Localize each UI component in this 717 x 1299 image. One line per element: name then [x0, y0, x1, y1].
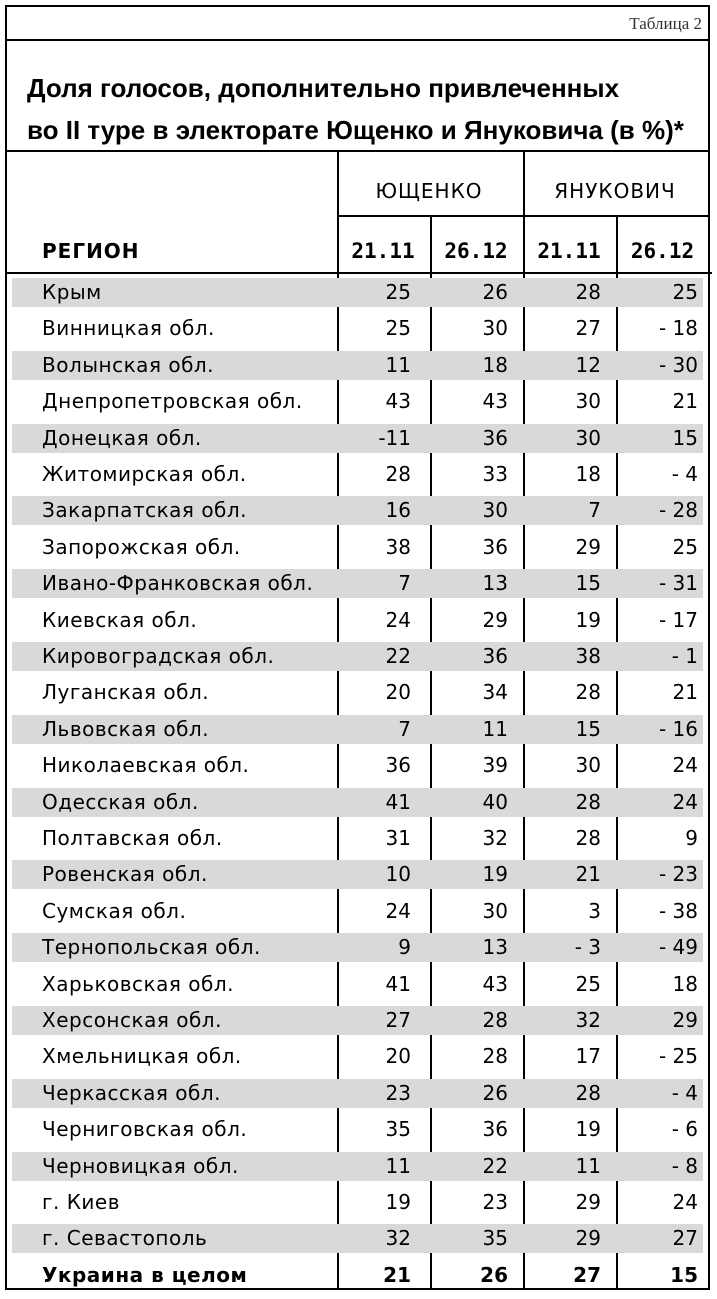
value-cell: - 49: [658, 935, 698, 960]
value-cell: 26: [482, 1080, 508, 1105]
value-cell: 29: [575, 1190, 601, 1214]
region-name: Черновицкая обл.: [42, 1153, 239, 1178]
value-cell: 29: [575, 534, 601, 559]
table-tag-bar: [7, 7, 708, 41]
value-cell: 24: [385, 607, 411, 632]
title-divider: [7, 150, 708, 152]
title-line-1: Доля голосов, дополнительно привлеченных: [27, 73, 620, 103]
value-cell: 36: [482, 1117, 508, 1142]
value-cell: 31: [385, 826, 411, 850]
value-cell: 38: [385, 534, 411, 559]
value-cell: 21: [383, 1262, 411, 1287]
value-cell: - 38: [658, 898, 698, 923]
table-row: [7, 1002, 708, 1039]
value-cell: 35: [385, 1117, 411, 1142]
region-name: Черниговская обл.: [42, 1117, 248, 1142]
value-cell: 28: [575, 1080, 601, 1105]
value-cell: 26: [480, 1262, 508, 1287]
table-row: [7, 747, 708, 784]
region-name: Ровенская обл.: [42, 862, 208, 887]
value-cell: 20: [385, 680, 411, 705]
value-cell: 27: [672, 1226, 698, 1251]
value-cell: 11: [385, 1153, 411, 1178]
value-cell: 25: [575, 971, 601, 996]
value-cell: 28: [575, 280, 601, 304]
value-cell: 9: [398, 935, 411, 960]
region-name: Волынская обл.: [42, 352, 215, 377]
value-cell: 27: [573, 1262, 601, 1287]
value-cell: 17: [575, 1044, 601, 1069]
region-name: г. Киев: [42, 1190, 121, 1214]
table-row: [7, 1148, 708, 1185]
table-row: [7, 1038, 708, 1075]
value-cell: 18: [672, 971, 698, 996]
value-cell: 19: [575, 607, 601, 632]
value-cell: - 6: [671, 1117, 698, 1142]
value-cell: 11: [385, 352, 411, 377]
value-cell: 7: [588, 498, 601, 523]
region-name: Черкасская обл.: [42, 1080, 221, 1105]
value-cell: 30: [575, 753, 601, 778]
table-frame: [5, 5, 710, 1290]
value-cell: 23: [482, 1190, 508, 1214]
table-row: [7, 1184, 708, 1221]
group-header-yanukovych: ЯНУКОВИЧ: [554, 179, 676, 203]
region-name: Луганская обл.: [42, 680, 210, 705]
value-cell: 29: [672, 1008, 698, 1032]
value-cell: 10: [385, 862, 411, 887]
value-cell: 39: [482, 753, 508, 778]
table-row: [7, 1111, 708, 1148]
value-cell: 25: [672, 534, 698, 559]
table-row: [7, 565, 708, 602]
region-name: Запорожская обл.: [42, 534, 241, 559]
value-cell: 28: [575, 826, 601, 850]
value-cell: 28: [575, 789, 601, 814]
value-cell: 32: [385, 1226, 411, 1251]
table-title: [27, 67, 707, 151]
table-row: [7, 856, 708, 893]
region-name: Харьковская обл.: [42, 971, 234, 996]
value-cell: 36: [482, 425, 508, 450]
value-cell: - 23: [658, 862, 698, 887]
region-name: Ивано-Франковская обл.: [42, 571, 314, 596]
value-cell: - 8: [671, 1153, 698, 1178]
table-row: [7, 492, 708, 529]
value-cell: 33: [482, 462, 508, 486]
table-row: [7, 638, 708, 675]
region-name: Полтавская обл.: [42, 826, 223, 850]
value-cell: 15: [670, 1262, 698, 1287]
value-cell: 9: [685, 826, 698, 850]
region-column-header: РЕГИОН: [42, 239, 140, 263]
value-cell: 18: [482, 352, 508, 377]
value-cell: 15: [575, 716, 601, 741]
value-cell: 30: [575, 425, 601, 450]
value-cell: 19: [482, 862, 508, 887]
value-cell: 27: [575, 316, 601, 341]
table-row: [7, 310, 708, 347]
table-row: [7, 674, 708, 711]
table-row: [7, 456, 708, 493]
table-row: [7, 711, 708, 748]
value-cell: - 25: [658, 1044, 698, 1069]
total-row: [7, 1257, 708, 1294]
value-cell: 23: [385, 1080, 411, 1105]
value-cell: - 28: [658, 498, 698, 523]
region-name: г. Севастополь: [42, 1226, 208, 1251]
table-row: [7, 420, 708, 457]
value-cell: 18: [575, 462, 601, 486]
region-name: Тернопольская обл.: [42, 935, 261, 960]
value-cell: 35: [482, 1226, 508, 1251]
value-cell: 30: [575, 389, 601, 414]
value-cell: 25: [672, 280, 698, 304]
table-row: [7, 784, 708, 821]
value-cell: 30: [482, 316, 508, 341]
region-name: Днепропетровская обл.: [42, 389, 303, 414]
value-cell: 7: [398, 571, 411, 596]
table-row: [7, 347, 708, 384]
table-row: [7, 1220, 708, 1257]
value-cell: 34: [482, 680, 508, 705]
value-cell: 28: [482, 1008, 508, 1032]
value-cell: - 4: [671, 1080, 698, 1105]
value-cell: 21: [672, 680, 698, 705]
value-cell: - 3: [574, 935, 601, 960]
table-row: [7, 1075, 708, 1112]
value-cell: 15: [575, 571, 601, 596]
value-cell: 7: [398, 716, 411, 741]
value-cell: - 16: [658, 716, 698, 741]
value-cell: 24: [672, 789, 698, 814]
value-cell: 36: [482, 534, 508, 559]
region-name: Житомирская обл.: [42, 462, 247, 486]
table-row: [7, 929, 708, 966]
title-line-2: во II туре в электорате Ющенко и Януковича (в %)*: [27, 115, 684, 145]
value-cell: 11: [575, 1153, 601, 1178]
col-header-yushchenko-2111: 21.11: [351, 239, 415, 263]
value-cell: 22: [482, 1153, 508, 1178]
value-cell: 43: [482, 971, 508, 996]
value-cell: 26: [482, 280, 508, 304]
value-cell: 36: [385, 753, 411, 778]
value-cell: 13: [482, 571, 508, 596]
value-cell: 43: [385, 389, 411, 414]
table-row: [7, 820, 708, 857]
region-name: Сумская обл.: [42, 898, 187, 923]
table-row: [7, 383, 708, 420]
region-name: Закарпатская обл.: [42, 498, 248, 523]
region-name: Одесская обл.: [42, 789, 199, 814]
value-cell: 27: [385, 1008, 411, 1032]
value-cell: 24: [672, 753, 698, 778]
value-cell: 28: [482, 1044, 508, 1069]
value-cell: - 1: [671, 644, 698, 668]
value-cell: 28: [575, 680, 601, 705]
value-cell: 41: [385, 789, 411, 814]
value-cell: - 30: [658, 352, 698, 377]
region-name: Украина в целом: [42, 1262, 248, 1287]
value-cell: - 18: [658, 316, 698, 341]
value-cell: 13: [482, 935, 508, 960]
value-cell: 22: [385, 644, 411, 668]
value-cell: 19: [385, 1190, 411, 1214]
value-cell: 38: [575, 644, 601, 668]
col-header-yushchenko-2612: 26.12: [444, 239, 508, 263]
value-cell: 15: [672, 425, 698, 450]
table-row: [7, 893, 708, 930]
value-cell: 12: [575, 352, 601, 377]
value-cell: 16: [385, 498, 411, 523]
value-cell: 28: [385, 462, 411, 486]
value-cell: - 17: [658, 607, 698, 632]
value-cell: - 4: [671, 462, 698, 486]
value-cell: 21: [575, 862, 601, 887]
value-cell: 32: [482, 826, 508, 850]
table-row: [7, 966, 708, 1003]
col-header-yanukovych-2612: 26.12: [630, 239, 695, 263]
region-name: Донецкая обл.: [42, 425, 202, 450]
value-cell: 30: [482, 498, 508, 523]
region-name: Львовская обл.: [42, 716, 210, 741]
value-cell: 21: [672, 389, 698, 414]
col-header-yanukovych-2111: 21.11: [537, 239, 601, 263]
group-header-yushchenko: ЮЩЕНКО: [375, 179, 483, 203]
value-cell: 40: [482, 789, 508, 814]
value-cell: 29: [482, 607, 508, 632]
region-name: Николаевская обл.: [42, 753, 250, 778]
value-cell: 25: [385, 280, 411, 304]
value-cell: 11: [482, 716, 508, 741]
value-cell: -11: [378, 425, 411, 450]
region-name: Херсонская обл.: [42, 1008, 222, 1032]
table-number: Таблица 2: [629, 14, 702, 33]
region-name: Кировоградская обл.: [42, 644, 275, 668]
value-cell: 24: [385, 898, 411, 923]
value-cell: 41: [385, 971, 411, 996]
value-cell: 19: [575, 1117, 601, 1142]
value-cell: - 31: [658, 571, 698, 596]
table-row: [7, 274, 708, 311]
region-name: Крым: [42, 280, 102, 304]
region-name: Винницкая обл.: [42, 316, 215, 341]
value-cell: 43: [482, 389, 508, 414]
region-name: Хмельницкая обл.: [42, 1044, 242, 1069]
value-cell: 32: [575, 1008, 601, 1032]
value-cell: 3: [588, 898, 601, 923]
region-name: Киевская обл.: [42, 607, 198, 632]
table-row: [7, 602, 708, 639]
value-cell: 25: [385, 316, 411, 341]
value-cell: 30: [482, 898, 508, 923]
value-cell: 20: [385, 1044, 411, 1069]
value-cell: 36: [482, 644, 508, 668]
table-row: [7, 529, 708, 566]
value-cell: 24: [672, 1190, 698, 1214]
value-cell: 29: [575, 1226, 601, 1251]
